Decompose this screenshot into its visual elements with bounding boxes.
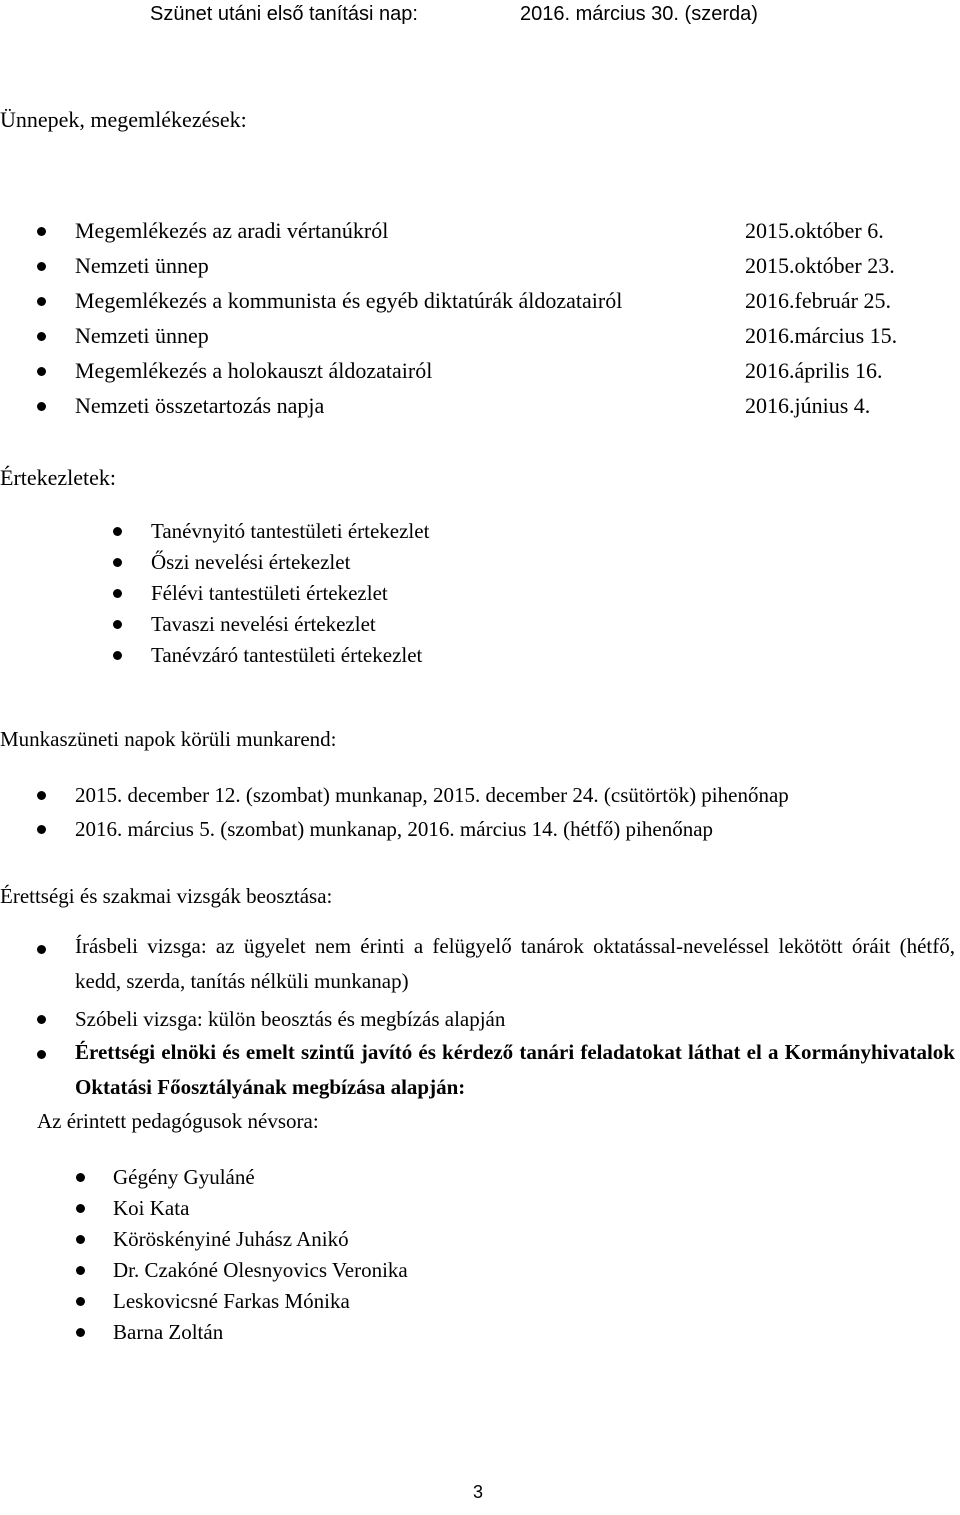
bullet-icon — [37, 297, 46, 306]
bullet-icon — [113, 558, 122, 567]
holiday-name: Megemlékezés az aradi vértanúkról — [75, 218, 389, 243]
meeting-label: Tanévzáró tantestületi értekezlet — [151, 643, 423, 667]
workday-entry: 2016. március 5. (szombat) munkanap, 2016. március 14. (hétfő) pihenőnap — [75, 817, 714, 841]
bullet-icon — [37, 945, 46, 954]
bullet-icon — [113, 651, 122, 660]
bullet-icon — [37, 1050, 46, 1059]
exam-roles-text: Érettségi elnöki és emelt szintű javító és kérdező tanári feladatokat láthat el a Kormányhivatalok Oktatási Főosztályának megbízása alapján: — [75, 1040, 955, 1099]
teacher-name: Köröskényiné Juhász Anikó — [113, 1227, 349, 1251]
holiday-name: Nemzeti összetartozás napja — [75, 393, 325, 418]
bullet-icon — [76, 1204, 85, 1213]
holiday-date: 2015.október 6. — [745, 218, 884, 243]
meeting-label: Tanévnyitó tantestületi értekezlet — [151, 519, 430, 543]
bullet-icon — [113, 620, 122, 629]
bullet-icon — [76, 1173, 85, 1182]
holiday-name: Nemzeti ünnep — [75, 253, 209, 278]
oral-exam-text: Szóbeli vizsga: külön beosztás és megbízás alapján — [75, 1007, 506, 1031]
bullet-icon — [113, 527, 122, 536]
bullet-icon — [37, 262, 46, 271]
bullet-icon — [76, 1328, 85, 1337]
bullet-icon — [37, 332, 46, 341]
bullet-icon — [37, 227, 46, 236]
bullet-icon — [76, 1297, 85, 1306]
bullet-icon — [76, 1235, 85, 1244]
bullet-icon — [37, 1015, 46, 1024]
meeting-label: Tavaszi nevelési értekezlet — [151, 612, 376, 636]
meetings-heading: Értekezletek: — [0, 465, 117, 490]
bullet-icon — [37, 825, 46, 834]
teacher-name: Gégény Gyuláné — [113, 1165, 255, 1189]
bullet-icon — [37, 791, 46, 800]
teacher-name: Barna Zoltán — [113, 1320, 224, 1344]
teacher-name: Leskovicsné Farkas Mónika — [113, 1289, 350, 1313]
page-number: 3 — [473, 1482, 484, 1502]
meeting-label: Félévi tantestületi értekezlet — [151, 581, 388, 605]
first-school-day-label: Szünet utáni első tanítási nap: — [150, 3, 418, 25]
bullet-icon — [113, 589, 122, 598]
holiday-date: 2016.április 16. — [745, 358, 883, 383]
holiday-date: 2016.március 15. — [745, 323, 898, 348]
bullet-icon — [37, 367, 46, 376]
teacher-name: Dr. Czakóné Olesnyovics Veronika — [113, 1258, 408, 1282]
written-exam-text: Írásbeli vizsga: az ügyelet nem érinti a felügyelő tanárok oktatással-neveléssel lekötött óráit (hétfő, kedd, szerda, tanítás nélküli munkanap) — [75, 934, 955, 993]
bullet-icon — [37, 402, 46, 411]
first-school-day-value: 2016. március 30. (szerda) — [520, 3, 758, 25]
holiday-name: Megemlékezés a holokauszt áldozatairól — [75, 358, 433, 383]
holiday-name: Nemzeti ünnep — [75, 323, 209, 348]
workday-schedule-heading: Munkaszüneti napok körüli munkarend: — [0, 727, 337, 751]
teachers-list-label: Az érintett pedagógusok névsora: — [37, 1109, 319, 1133]
meeting-label: Őszi nevelési értekezlet — [151, 550, 351, 574]
holiday-name: Megemlékezés a kommunista és egyéb diktatúrák áldozatairól — [75, 288, 623, 313]
holidays-heading: Ünnepek, megemlékezések: — [0, 107, 247, 132]
bullet-icon — [76, 1266, 85, 1275]
workday-entry: 2015. december 12. (szombat) munkanap, 2015. december 24. (csütörtök) pihenőnap — [75, 783, 789, 807]
holiday-date: 2015.október 23. — [745, 253, 895, 278]
holiday-date: 2016.február 25. — [745, 288, 892, 313]
holiday-date: 2016.június 4. — [745, 393, 871, 418]
teacher-name: Koi Kata — [113, 1196, 190, 1220]
exams-heading: Érettségi és szakmai vizsgák beosztása: — [0, 884, 333, 908]
